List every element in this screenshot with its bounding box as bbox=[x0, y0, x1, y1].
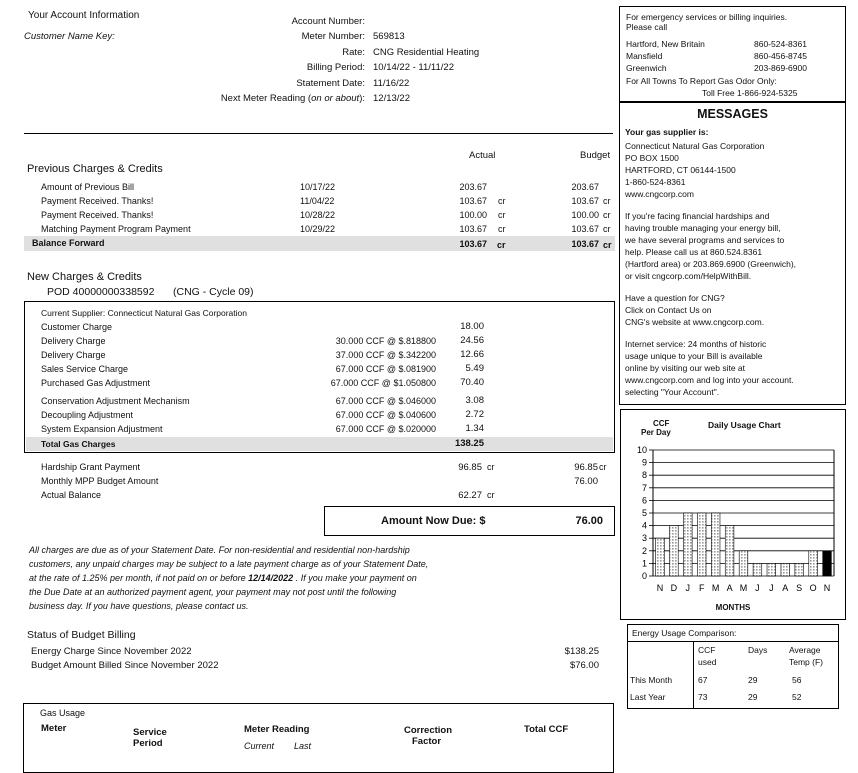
statement-date-value: 11/16/22 bbox=[373, 78, 410, 89]
hardship-grant-actual: 96.85 bbox=[458, 462, 482, 473]
message-line: we have several programs and services to bbox=[625, 235, 785, 245]
emergency-contact-box bbox=[619, 6, 846, 102]
billing-period-value: 10/14/22 - 11/11/22 bbox=[373, 62, 454, 73]
previous-row-label: Matching Payment Program Payment bbox=[41, 224, 191, 234]
charge-detail: 30.000 CCF @ $.818800 bbox=[335, 336, 436, 346]
chart-ytick-label: 10 bbox=[636, 445, 647, 455]
mpp-budget-value: 76.00 bbox=[574, 476, 598, 487]
previous-row-budget: 203.67 bbox=[571, 182, 599, 192]
charge-label: Conservation Adjustment Mechanism bbox=[41, 396, 190, 406]
chart-title: Daily Usage Chart bbox=[708, 420, 781, 430]
chart-ytick-label: 9 bbox=[641, 457, 647, 468]
chart-xtick-label: F bbox=[698, 583, 705, 593]
charge-detail: 67.000 CCF @ $1.050800 bbox=[330, 378, 436, 388]
meter-reading-header: Meter Reading bbox=[244, 724, 310, 735]
pod-number: POD 40000000338592 bbox=[47, 286, 155, 298]
service-header: Service bbox=[133, 727, 167, 738]
comparison-row-days: 29 bbox=[748, 692, 758, 702]
comparison-temp-header-2: Temp (F) bbox=[789, 657, 823, 667]
chart-bar bbox=[823, 551, 832, 576]
comparison-col-divider bbox=[693, 641, 694, 708]
previous-row-date: 10/17/22 bbox=[300, 182, 336, 192]
comparison-title: Energy Usage Comparison: bbox=[632, 628, 737, 638]
chart-xtick-label: A bbox=[782, 583, 789, 593]
charge-label: Purchased Gas Adjustment bbox=[41, 378, 151, 388]
contact-town: Greenwich bbox=[626, 63, 667, 73]
energy-charge-value: $138.25 bbox=[564, 646, 599, 657]
chart-xtick-label: A bbox=[726, 583, 733, 593]
balance-forward-budget: 103.67 bbox=[571, 239, 599, 249]
rate-label: Rate: bbox=[342, 47, 365, 58]
message-line: www.cngcorp.com bbox=[625, 189, 694, 199]
gas-usage-box bbox=[23, 703, 614, 773]
amount-due-label: Amount Now Due: $ bbox=[381, 515, 486, 527]
message-line: or visit cngcorp.com/HelpWithBill. bbox=[625, 271, 752, 281]
chart-xtick-label: N bbox=[823, 583, 831, 593]
due-date: 12/14/2022 bbox=[248, 573, 294, 583]
meter-number-label: Meter Number: bbox=[301, 31, 365, 42]
chart-bar bbox=[809, 551, 818, 576]
gas-charges-box bbox=[24, 301, 615, 453]
chart-ytick-label: 1 bbox=[641, 558, 647, 569]
charge-detail: 67.000 CCF @ $.020000 bbox=[335, 424, 436, 434]
contact-town: Hartford, New Britain bbox=[626, 39, 705, 49]
previous-row-actual: 100.00 bbox=[459, 210, 487, 220]
message-line: Internet service: 24 months of historic bbox=[625, 339, 767, 349]
energy-charge-label: Energy Charge Since November 2022 bbox=[31, 646, 192, 657]
chart-xtick-label: D bbox=[670, 583, 678, 593]
statement-date-label: Statement Date: bbox=[296, 78, 365, 89]
chart-xlabel: MONTHS bbox=[715, 603, 751, 612]
chart-xtick-label: J bbox=[755, 583, 760, 593]
budget-billed-label: Budget Amount Billed Since November 2022 bbox=[31, 660, 219, 671]
energy-comparison-box bbox=[627, 624, 839, 709]
chart-bar bbox=[795, 563, 804, 576]
comparison-divider bbox=[628, 641, 838, 642]
message-line: online by visiting our web site at bbox=[625, 363, 746, 373]
amount-due-value: 76.00 bbox=[575, 515, 603, 527]
messages-title: MESSAGES bbox=[697, 107, 768, 121]
previous-row-budget: 103.67 bbox=[571, 196, 599, 206]
chart-ylabel-line2: Per Day bbox=[641, 428, 671, 437]
message-line: www.cngcorp.com and log into your account. bbox=[625, 375, 794, 385]
message-line: PO BOX 1500 bbox=[625, 153, 679, 163]
chart-bar bbox=[711, 513, 720, 576]
previous-row-label: Payment Received. Thanks! bbox=[41, 196, 154, 206]
rate-value: CNG Residential Heating bbox=[373, 47, 480, 58]
actual-balance-label: Actual Balance bbox=[41, 490, 102, 500]
usage-chart bbox=[621, 410, 845, 619]
balance-forward-bar bbox=[24, 236, 615, 251]
chart-bar bbox=[725, 526, 734, 576]
message-line: HARTFORD, CT 06144-1500 bbox=[625, 165, 736, 175]
chart-ytick-label: 6 bbox=[641, 495, 647, 506]
chart-xtick-label: M bbox=[739, 583, 748, 593]
comparison-ccf-header-2: used bbox=[698, 657, 717, 667]
total-ccf-header: Total CCF bbox=[524, 724, 569, 735]
budget-billed-value: $76.00 bbox=[569, 660, 599, 671]
meter-number-value: 569813 bbox=[373, 31, 405, 42]
previous-row-budget: 100.00 bbox=[571, 210, 599, 220]
balance-forward-label: Balance Forward bbox=[32, 238, 105, 248]
chart-xtick-label: M bbox=[711, 583, 720, 593]
previous-row-actual: 103.67 bbox=[459, 224, 487, 234]
balance-forward-actual-cr: cr bbox=[497, 240, 506, 250]
section-divider bbox=[24, 133, 613, 134]
comparison-days-header: Days bbox=[748, 645, 768, 655]
charge-amount: 18.00 bbox=[460, 321, 484, 332]
charge-label: Delivery Charge bbox=[41, 336, 106, 346]
billing-period-label: Billing Period: bbox=[306, 62, 365, 73]
charge-detail: 67.000 CCF @ $.040600 bbox=[335, 410, 436, 420]
charge-amount: 24.56 bbox=[460, 335, 484, 346]
next-meter-value: 12/13/22 bbox=[373, 93, 410, 104]
actual-balance-value: 62.27 bbox=[458, 490, 482, 501]
previous-row-date: 10/28/22 bbox=[300, 210, 336, 220]
charge-amount: 5.49 bbox=[465, 363, 484, 374]
message-line: (Hartford area) or 203.869.6900 (Greenwich), bbox=[625, 259, 797, 269]
chart-ytick-label: 5 bbox=[641, 508, 647, 518]
last-reading-header: Last bbox=[294, 741, 312, 751]
charge-amount: 12.66 bbox=[460, 349, 484, 360]
comparison-row-label: This Month bbox=[630, 675, 673, 685]
account-info-title: Your Account Information bbox=[28, 10, 140, 21]
message-line: Connecticut Natural Gas Corporation bbox=[625, 141, 765, 151]
contact-phone: 860-456-8745 bbox=[754, 51, 807, 61]
gas-usage-title: Gas Usage bbox=[40, 708, 86, 718]
contact-phone: 203-869-6900 bbox=[754, 63, 807, 73]
chart-bar bbox=[656, 538, 665, 576]
new-charges-title: New Charges & Credits bbox=[27, 271, 142, 283]
chart-bar bbox=[781, 563, 790, 576]
previous-row-budget-cr: cr bbox=[603, 224, 611, 234]
chart-ytick-label: 8 bbox=[641, 470, 647, 481]
chart-bar bbox=[753, 563, 762, 576]
chart-bar bbox=[683, 513, 692, 576]
budget-status-title: Status of Budget Billing bbox=[27, 629, 136, 641]
next-meter-label: Next Meter Reading (on or about): bbox=[220, 93, 365, 104]
message-line: having trouble managing your energy bill, bbox=[625, 223, 781, 233]
correction-header: Correction bbox=[404, 725, 453, 736]
notice-line: business day. If you have questions, please contact us. bbox=[29, 601, 249, 611]
previous-row-actual: 203.67 bbox=[459, 182, 487, 192]
actual-balance-cr: cr bbox=[487, 490, 495, 500]
hardship-grant-actual-cr: cr bbox=[487, 462, 495, 472]
previous-row-actual-cr: cr bbox=[498, 210, 506, 220]
account-number-label: Account Number: bbox=[291, 16, 365, 27]
notice-line: All charges are due as of your Statement Date. For non-residential and residential non-hardship bbox=[29, 545, 410, 555]
gas-odor-label: For All Towns To Report Gas Odor Only: bbox=[626, 76, 777, 86]
previous-row-date: 10/29/22 bbox=[300, 224, 336, 234]
actual-header: Actual bbox=[469, 150, 496, 161]
notice-line: customers, any unpaid charges may be subject to a late payment charge as of your Statement Date, bbox=[29, 559, 429, 569]
message-line: Click on Contact Us on bbox=[625, 305, 712, 315]
chart-ytick-label: 2 bbox=[641, 545, 647, 556]
notice-line: the Due Date at an authorized payment agent, your payment may not post until the following bbox=[29, 587, 397, 597]
notice-line: at the rate of 1.25% per month, if not paid on or before 12/14/2022 . If you make your payment on bbox=[29, 573, 417, 583]
chart-xtick-label: O bbox=[809, 583, 817, 593]
chart-ylabel-line1: CCF bbox=[653, 419, 670, 428]
emergency-intro-call: Please call bbox=[626, 22, 668, 32]
chart-bar bbox=[739, 551, 748, 576]
charge-label: Delivery Charge bbox=[41, 350, 106, 360]
previous-row-budget: 103.67 bbox=[571, 224, 599, 234]
message-line: selecting "Your Account". bbox=[625, 387, 720, 397]
charge-detail: 37.000 CCF @ $.342200 bbox=[335, 350, 436, 360]
chart-bar bbox=[670, 526, 679, 576]
comparison-row-ccf: 67 bbox=[698, 675, 708, 685]
contact-phone: 860-524-8361 bbox=[754, 39, 807, 49]
chart-xtick-label: J bbox=[769, 583, 774, 593]
chart-ytick-label: 4 bbox=[641, 520, 647, 531]
mpp-budget-label: Monthly MPP Budget Amount bbox=[41, 476, 159, 486]
charge-label: Customer Charge bbox=[41, 322, 113, 332]
balance-forward-actual: 103.67 bbox=[459, 239, 487, 249]
chart-xtick-label: S bbox=[796, 583, 803, 593]
charge-label: System Expansion Adjustment bbox=[41, 424, 163, 434]
previous-row-budget-cr: cr bbox=[603, 210, 611, 220]
charge-amount: 1.34 bbox=[465, 423, 484, 434]
meter-header: Meter bbox=[41, 723, 67, 734]
total-gas-charges-value: 138.25 bbox=[454, 438, 484, 449]
hardship-grant-budget-cr: cr bbox=[599, 462, 607, 472]
charge-detail: 67.000 CCF @ $.081900 bbox=[335, 364, 436, 374]
chart-xtick-label: J bbox=[685, 583, 691, 593]
comparison-row-days: 29 bbox=[748, 675, 758, 685]
balance-forward-budget-cr: cr bbox=[603, 240, 612, 250]
toll-free-number: Toll Free 1-866-924-5325 bbox=[702, 88, 798, 98]
previous-row-actual-cr: cr bbox=[498, 196, 506, 206]
factor-header: Factor bbox=[412, 736, 442, 747]
chart-ytick-label: 0 bbox=[641, 571, 647, 581]
comparison-row-label: Last Year bbox=[630, 692, 666, 702]
previous-row-date: 11/04/22 bbox=[300, 196, 335, 206]
previous-row-label: Payment Received. Thanks! bbox=[41, 210, 154, 220]
current-reading-header: Current bbox=[244, 741, 275, 751]
chart-bar bbox=[767, 563, 776, 576]
charge-label: Decoupling Adjustment bbox=[41, 410, 134, 420]
chart-ytick-label: 7 bbox=[641, 482, 647, 493]
charge-label: Sales Service Charge bbox=[41, 364, 129, 374]
previous-row-actual: 103.67 bbox=[459, 196, 487, 206]
chart-xtick-label: N bbox=[656, 583, 664, 593]
customer-name-key: Customer Name Key: bbox=[24, 31, 115, 42]
charge-amount: 3.08 bbox=[465, 395, 484, 406]
comparison-ccf-header: CCF bbox=[698, 645, 716, 655]
previous-charges-title: Previous Charges & Credits bbox=[27, 163, 163, 175]
previous-row-budget-cr: cr bbox=[603, 196, 611, 206]
hardship-grant-label: Hardship Grant Payment bbox=[41, 462, 141, 472]
usage-chart-box bbox=[620, 409, 846, 620]
charge-amount: 70.40 bbox=[460, 377, 484, 388]
message-line: Have a question for CNG? bbox=[625, 293, 725, 303]
comparison-row-ccf: 73 bbox=[698, 692, 708, 702]
emergency-intro: For emergency services or billing inquiries. bbox=[626, 12, 788, 22]
charge-detail: 67.000 CCF @ $.046000 bbox=[335, 396, 436, 406]
current-supplier: Current Supplier: Connecticut Natural Gas Corporation bbox=[41, 308, 247, 318]
message-line: help. Please call us at 860.524.8361 bbox=[625, 247, 763, 257]
pod-cycle: (CNG - Cycle 09) bbox=[173, 286, 254, 298]
contact-town: Mansfield bbox=[626, 51, 663, 61]
hardship-grant-budget: 96.85 bbox=[574, 462, 598, 473]
message-line: If you're facing financial hardships and bbox=[625, 211, 770, 221]
messages-box bbox=[619, 102, 846, 405]
period-header: Period bbox=[133, 738, 163, 749]
comparison-row-temp: 56 bbox=[792, 675, 802, 685]
message-line: 1-860-524-8361 bbox=[625, 177, 686, 187]
previous-row-label: Amount of Previous Bill bbox=[41, 182, 135, 192]
chart-bar bbox=[697, 513, 706, 576]
comparison-temp-header: Average bbox=[789, 645, 821, 655]
chart-ytick-label: 3 bbox=[641, 533, 647, 544]
message-line: usage unique to your Bill is available bbox=[625, 351, 763, 361]
budget-header: Budget bbox=[580, 150, 611, 161]
charge-amount: 2.72 bbox=[465, 409, 484, 420]
total-gas-charges-label: Total Gas Charges bbox=[41, 439, 116, 449]
amount-due-box bbox=[324, 506, 615, 536]
previous-row-actual-cr: cr bbox=[498, 224, 506, 234]
comparison-row-temp: 52 bbox=[792, 692, 802, 702]
message-line: CNG's website at www.cngcorp.com. bbox=[625, 317, 765, 327]
supplier-heading: Your gas supplier is: bbox=[625, 127, 709, 137]
